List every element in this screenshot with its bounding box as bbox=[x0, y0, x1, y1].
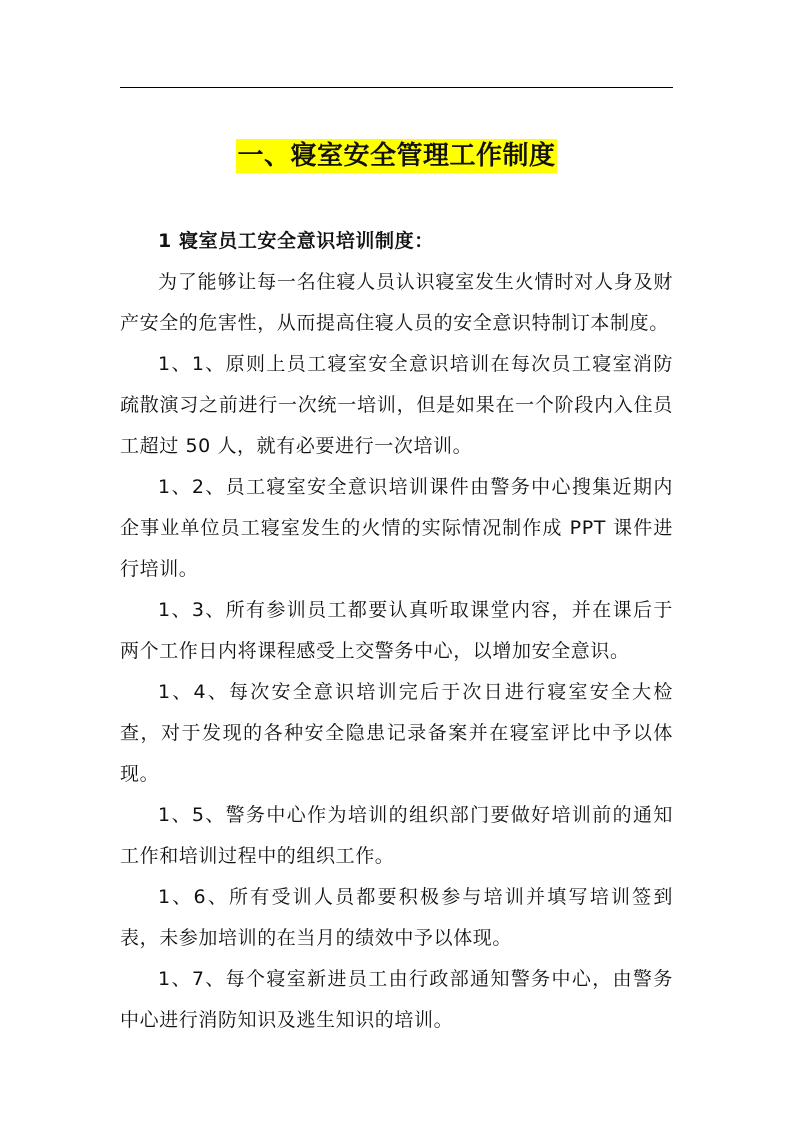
document-title: 一、寝室安全管理工作制度 bbox=[237, 141, 556, 171]
document-body bbox=[120, 221, 673, 1041]
paragraph-1-7: 1、7、每个寝室新进员工由行政部通知警务中心，由警务中心进行消防知识及逃生知识的培训。 bbox=[120, 968, 673, 1031]
paragraph-1-2: 1、2、员工寝室安全意识培训课件由警务中心搜集近期内企事业单位员工寝室发生的火情的实际情况制作成 PPT 课件进行培训。 bbox=[120, 476, 673, 580]
paragraph-1-1: 1、1、原则上员工寝室安全意识培训在每次员工寝室消防疏散演习之前进行一次统一培训，但是如果在一个阶段内入住员工超过 50 人，就有必要进行一次培训。 bbox=[120, 353, 673, 457]
paragraph-1-6: 1、6、所有受训人员都要积极参与培训并填写培训签到表，未参加培训的在当月的绩效中予以体现。 bbox=[120, 886, 673, 949]
paragraph-1-5: 1、5、警务中心作为培训的组织部门要做好培训前的通知工作和培训过程中的组织工作。 bbox=[120, 804, 673, 867]
paragraph-1-4: 1、4、每次安全意识培训完后于次日进行寝室安全大检查，对于发现的各种安全隐患记录备案并在寝室评比中予以体现。 bbox=[120, 681, 673, 785]
title-container bbox=[0, 139, 793, 173]
paragraph-1-3: 1、3、所有参训员工都要认真听取课堂内容，并在课后于两个工作日内将课程感受上交警务中心，以增加安全意识。 bbox=[120, 599, 673, 662]
paragraph-intro: 为了能够让每一名住寝人员认识寝室发生火情时对人身及财产安全的危害性，从而提高住寝人员的安全意识特制订本制度。 bbox=[120, 271, 673, 334]
section-heading: 1 寝室员工安全意识培训制度： bbox=[158, 230, 434, 252]
header-rule bbox=[120, 87, 673, 88]
